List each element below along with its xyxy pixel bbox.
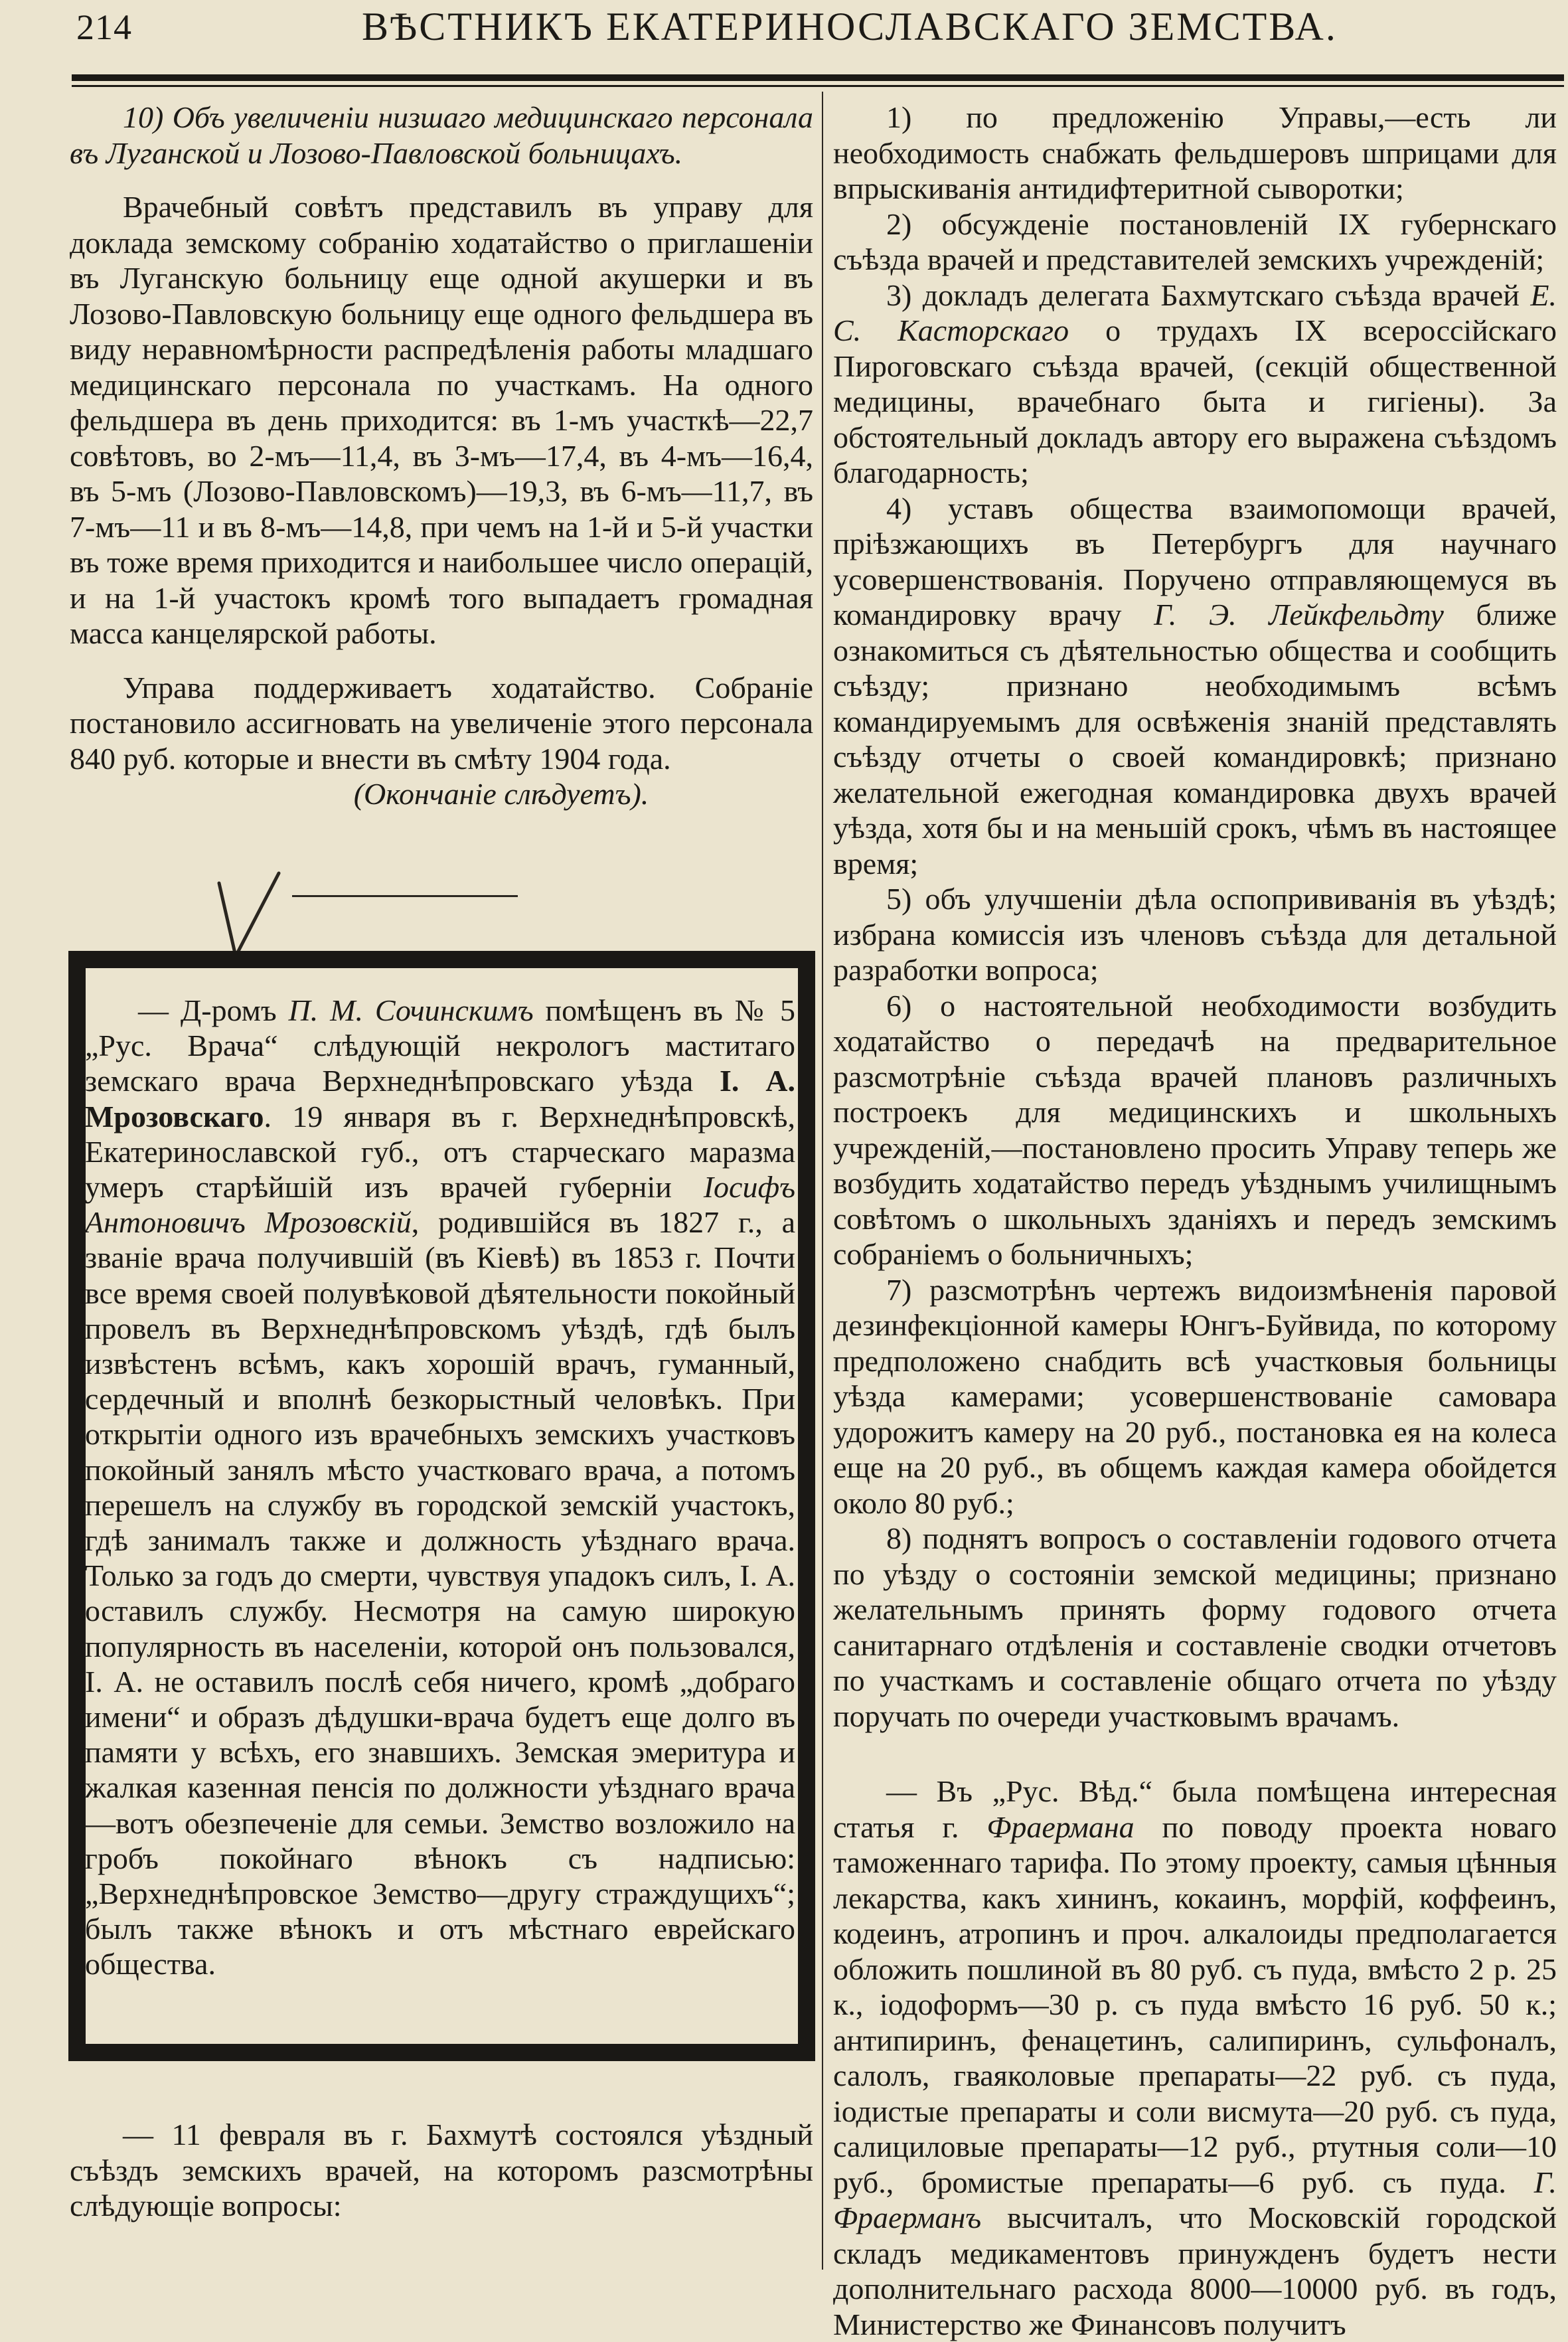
obit-name-bold: І. А. Мрозовскаго [85,1064,795,1133]
page-number: 214 [76,7,132,47]
obituary-text [85,993,795,1982]
obit-name-italic: Іосифъ Антоновичъ Мрозовскій [85,1170,795,1240]
item-7: 7) разсмотрѣнъ чертежъ видоизмѣненія паровой дезинфекціонной камеры Юнгъ-Буйвида, по которому предположено снабдить всѣ участковыя больницы уѣзда камерами; усовершенствованіе самовара удорожитъ камеру на 20 руб., постановка ея на колеса еще на 20 руб., въ общемъ каждая камера обойдется около 80 руб.; [833,1272,1557,1520]
item-4-name: Г. Э. Лейкфельдту [1154,598,1444,631]
paragraph-tariff: — Въ „Рус. Вѣд.“ была помѣщена интересная статья г. Фраерманa по поводу проекта новаго таможеннаго тарифа. По этому проекту, самыя цѣнныя лекарства, какъ хининъ, кокаинъ, морфій, коффеинъ, кодеинъ, атропинъ и проч. алкалоиды предполагается обложить пошлиной въ 80 руб. съ пуда, вмѣсто 2 р. 25 к., іодоформъ—30 р. съ пуда вмѣсто 16 руб. 50 к.; антипиринъ, фенацетинъ, салипиринъ, сульфоналъ, салолъ, гваяколовые препараты—22 руб. съ пуда, іодистые препараты и соли висмута—20 руб. съ пуда, салициловые препараты—12 руб., ртутныя соли—10 руб., бромистые препараты—6 руб. съ пуда. Г. Фраерманъ высчиталъ, что Московскій городской складъ медикаментовъ принужденъ будетъ нести дополнительнаго расхода 8000—10000 руб. въ годъ, Министерство же Финансовъ получитъ [833,1774,1557,2341]
paragraph-council: Врачебный совѣтъ представилъ въ управу для доклада земскому собранію ходатайство о приглашеніи въ Луганскую больницу еще одной акушерки и въ Лозово-Павловскую больницу еще одного фельдшера въ виду неравномѣрности распредѣленія работы младшаго медицинскаго персонала по участкамъ. На одного фельдшера въ день приходится: въ 1-мъ участкѣ—22,7 совѣтовъ, во 2-мъ—11,4, въ 3-мъ—17,4, въ 4-мъ—16,4, въ 5-мъ (Лозово-Павловскомъ)—19,3, въ 6-мъ—11,7, въ 7-мъ—11 и въ 8-мъ—14,8, при чемъ на 1-й и 5-й участки въ тоже время приходится и наибольшее число операцій, и на 1-й участокъ кромѣ того выпадаетъ громадная масса канцелярской работы. [70,190,813,650]
item-6: 6) о настоятельной необходимости возбудить ходатайство о передачѣ на предварительное разсмотрѣніе съѣзда врачей плановъ различныхъ построекъ для медицинскихъ и школьныхъ учрежденій,—постановлено просить Управу теперь же возбудить ходатайство передъ уѣзднымъ училищнымъ совѣтомъ о школьныхъ зданіяхъ и передъ земскимъ собраніемъ о больничныхъ; [833,988,1557,1271]
tariff-author: Фраерманa [986,1809,1135,1844]
item-1: 1) по предложенію Управы,—есть ли необходимость снабжать фельдшеровъ шприцами для впрыскиванія антидифтеритной сыворотки; [833,100,1557,205]
tariff-author-2: Г. Фраерманъ [833,2165,1557,2234]
left-column-bottom [70,2117,813,2224]
header-rule-thin [72,85,1564,87]
obit-text-1: помѣщенъ въ № 5 „Рус. Врача“ слѣдующій некрологъ маститаго земскаго врача Верхнеднѣпровскаго уѣзда [85,993,795,1098]
item-2: 2) обсужденіе постановленій IX губернскаго съѣзда врачей и представителей земскихъ учрежденій; [833,207,1557,276]
obit-author: П. М. Сочинскимъ [288,993,534,1027]
obit-text-2: . 19 января въ г. Верхнеднѣпровскѣ, Екатеринославской губ., отъ старческаго маразма умеръ старѣйшій изъ врачей губерніи [85,1099,795,1205]
obit-text-3: , родившійся въ 1827 г., а званіе врача получившій (въ Кіевѣ) въ 1853 г. Почти все время своей полувѣковой дѣятельности покойный провелъ въ Верхнеднѣпровскомъ уѣздѣ, гдѣ былъ извѣстенъ всѣмъ, какъ хорошій врачъ, гуманный, сердечный и вполнѣ безкорыстный человѣкъ. При открытіи одного изъ врачебныхъ земскихъ участковъ покойный занялъ мѣсто участковаго врача, а потомъ перешелъ на службу въ городской земскій участокъ, гдѣ занималъ также и должность уѣзднаго врача. Только за годъ до смерти, чувствуя упадокъ силъ, І. А. оставилъ службу. Несмотря на самую широкую популярность въ населеніи, которой онъ пользовался, І. А. не оставилъ послѣ себя ничего, кромѣ „добраго имени“ и образъ дѣдушки-врача будетъ еще долго въ памяти у всѣхъ, его знавшихъ. Земская эмеритура и жалкая казенная пенсія по должности уѣзднаго врача—вотъ обезпеченіе для семьи. Земство возложило на гробъ покойнаго вѣнокъ съ надписью: „Верхнеднѣпровское Земство—другу страждущихъ“; былъ также вѣнокъ и отъ мѣстнаго еврейскаго общества. [85,1205,796,1981]
journal-title: ВѢСТНИКЪ ЕКАТЕРИНОСЛАВСКАГО ЗЕМСТВА. [362,5,1338,48]
header-rule [72,74,1564,81]
left-column-top [70,100,813,812]
item-5: 5) объ улучшеніи дѣла оспопрививанія въ уѣздѣ; избрана комиссія изъ членовъ съѣзда для детальной разработки вопроса; [833,882,1557,987]
right-column [833,100,1557,2342]
item-4: 4) уставъ общества взаимопомощи врачей, пріѣзжающихъ въ Петербургъ для научнаго усовершенствованія. Поручено отправляющемуся въ командировку врачу Г. Э. Лейкфельдту ближе ознакомиться съ дѣятельностью общества и сообщить съѣзду; признано необходимымъ всѣмъ командируемымъ для освѣженія знаній представлять съѣзду отчеты о своей командировкѣ; признано желательной ежегодная командировка двухъ врачей уѣзда, хотя бы и на меньшій срокъ, чѣмъ въ настоящее время; [833,491,1557,880]
item-3: 3) докладъ делегата Бахмутскаго съѣзда врачей Е. С. Касторскаго о трудахъ IX всероссійскаго Пироговскаго съѣзда врачей, (секцій общественной медицины, врачебнаго быта и гигіены). За обстоятельный докладъ автору его выражена съѣздомъ благодарность; [833,278,1557,489]
column-divider [822,92,823,2270]
paragraph-bakhmut: — 11 февраля въ г. Бахмутѣ состоялся уѣздный съѣздъ земскихъ врачей, на которомъ разсмотрѣны слѣдующіе вопросы: [70,2118,813,2222]
section-title: 10) Объ увеличеніи низшаго медицинскаго персонала въ Луганской и Лозово-Павловской больницахъ. [70,100,813,170]
item-8: 8) поднятъ вопросъ о составленіи годового отчета по уѣзду о состояніи земской медицины; признано желательнымъ принять форму годового отчета санитарнаго отдѣленія и составленіе сводки отчетовъ по участкамъ и составленіе общаго отчета по уѣзду поручать по очереди участковымъ врачамъ. [833,1521,1557,1733]
paragraph-uprava: Управа поддерживаетъ ходатайство. Собраніе постановило ассигновать на увеличеніе этого персонала 840 руб. которые и внести въ смѣту 1904 года. [70,670,813,776]
item-3-name: Е. С. Касторскаго [833,278,1557,347]
section-end-rule [292,895,518,897]
continued-note: (Окончаніе слѣдуетъ). [353,777,649,811]
obit-lead: — Д-ромъ [138,993,289,1027]
